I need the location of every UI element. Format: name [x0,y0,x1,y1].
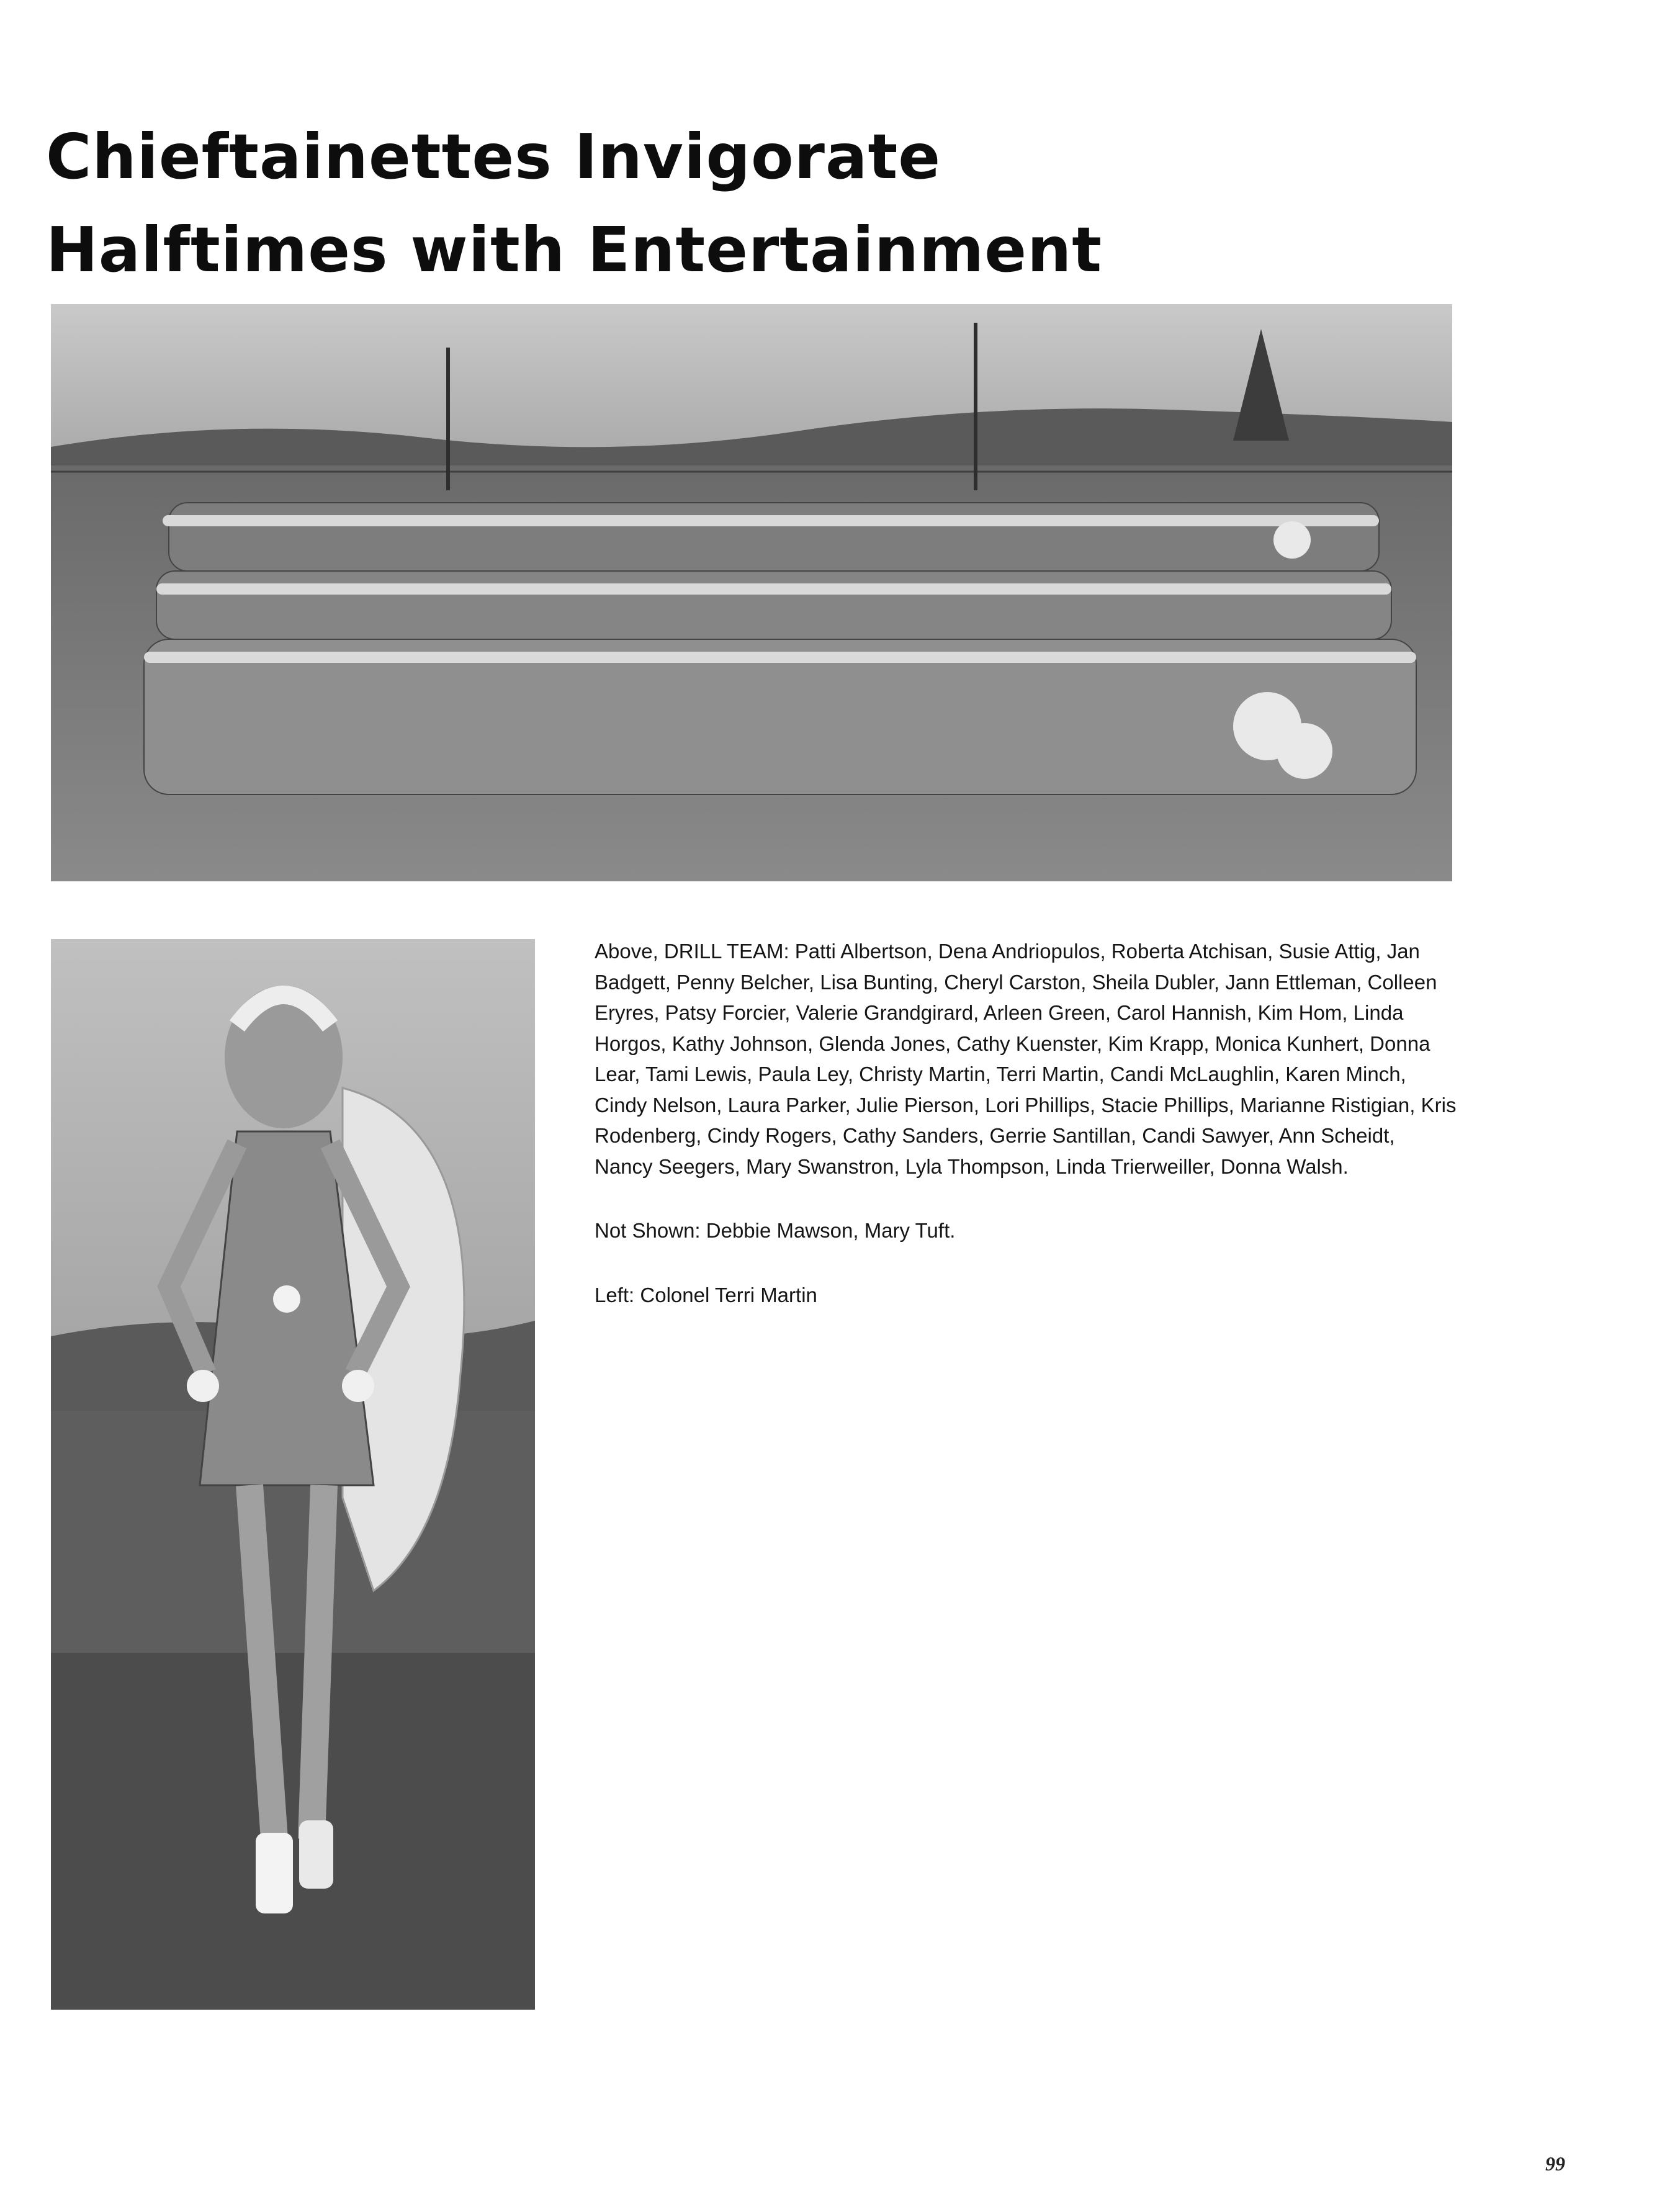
captions-block [595,936,1457,1344]
drill-team-photo-illustration [51,304,1452,881]
drill-team-caption: Above, DRILL TEAM: Patti Albertson, Dena Andriopulos, Roberta Atchisan, Susie Attig, Jan Badgett, Penny Belcher, Lisa Bunting, Cheryl Carston, Sheila Dubler, Jann Ettleman, Colleen Eryres, Patsy Forcier, Valerie Grandgirard, Arleen Green, Carol Hannish, Kim Hom, Linda Horgos, Kathy Johnson, Glenda Jones, Cathy Kuenster, Kim Krapp, Monica Kunhert, Donna Lear, Tami Lewis, Paula Ley, Christy Martin, Terri Martin, Candi McLaughlin, Karen Minch, Cindy Nelson, Laura Parker, Julie Pierson, Lori Phillips, Stacie Phillips, Marianne Ristigian, Kris Rodenberg, Cindy Rogers, Cathy Sanders, Gerrie Santillan, Candi Sawyer, Ann Scheidt, Nancy Seegers, Mary Swanstron, Lyla Thompson, Linda Trierweiller, Donna Walsh. [595,940,1457,1178]
colonel-terri-martin-photo [51,939,535,2010]
drill-team-group-photo [51,304,1452,881]
colonel-photo-illustration [51,939,535,2010]
page-title: Chieftainettes Invigorate Halftimes with Entertainment [46,120,1103,286]
not-shown-caption: Not Shown: Debbie Mawson, Mary Tuft. [595,1219,956,1242]
drill-team-rows [144,503,1416,794]
page-number: 99 [1545,2152,1565,2175]
left-photo-caption: Left: Colonel Terri Martin [595,1283,817,1306]
